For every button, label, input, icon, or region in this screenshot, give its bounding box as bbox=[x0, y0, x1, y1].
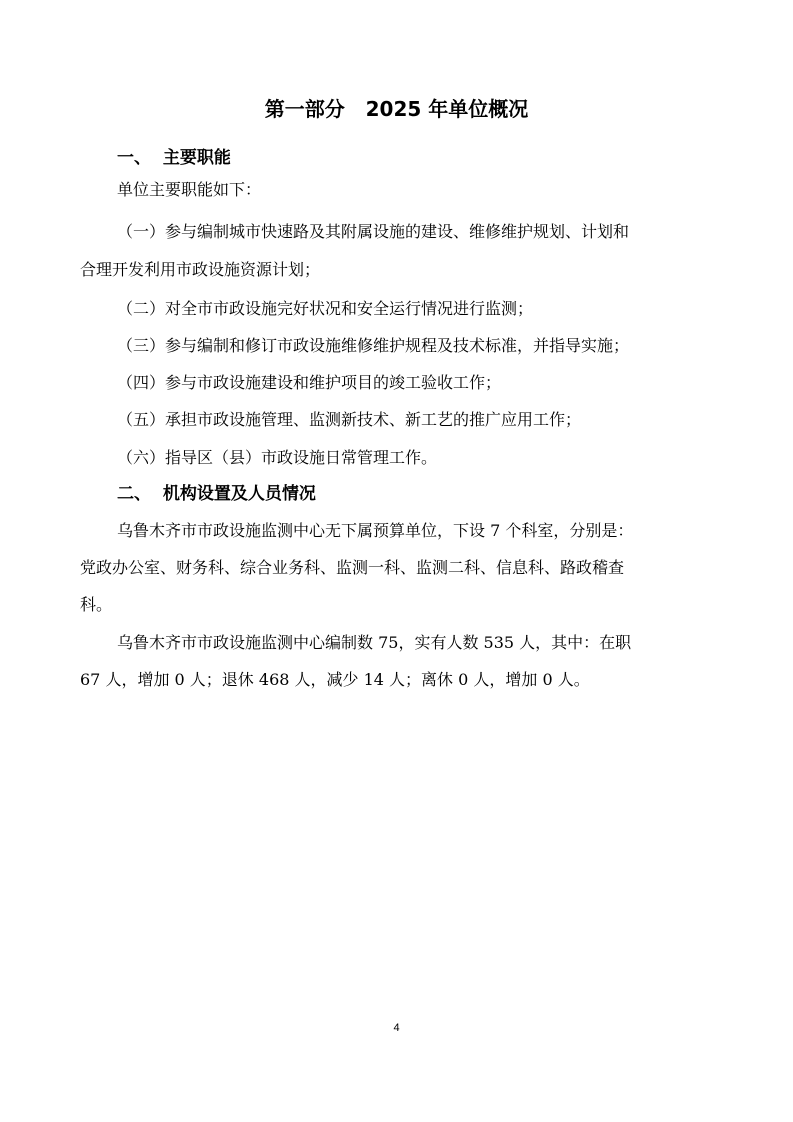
section-heading-organization: 二、 机构设置及人员情况 bbox=[117, 484, 316, 504]
staffing-paragraph-line-1: 乌鲁木齐市市政设施监测中心编制数 75，实有人数 535 人，其中：在职 bbox=[117, 633, 632, 652]
organization-paragraph-line-2: 党政办公室、财务科、综合业务科、监测一科、监测二科、信息科、路政稽查 bbox=[80, 558, 625, 577]
page-number: 4 bbox=[393, 1022, 400, 1034]
staffing-paragraph-line-2: 67 人，增加 0 人；退休 468 人，减少 14 人；离休 0 人，增加 0 人。 bbox=[80, 670, 590, 689]
function-item-6: （六）指导区（县）市政设施日常管理工作。 bbox=[117, 448, 438, 467]
functions-intro: 单位主要职能如下： bbox=[117, 180, 262, 199]
section-heading-main-functions: 一、 主要职能 bbox=[117, 148, 231, 168]
organization-paragraph-line-3: 科。 bbox=[80, 595, 113, 614]
function-item-2: （二）对全市市政设施完好状况和安全运行情况进行监测； bbox=[117, 299, 534, 318]
organization-paragraph-line-1: 乌鲁木齐市市政设施监测中心无下属预算单位，下设 7 个科室，分别是： bbox=[117, 521, 634, 540]
function-item-5: （五）承担市政设施管理、监测新技术、新工艺的推广应用工作； bbox=[117, 410, 582, 429]
function-item-1-continued: 合理开发利用市政设施资源计划； bbox=[80, 260, 321, 279]
function-item-3: （三）参与编制和修订市政设施维修维护规程及技术标准，并指导实施； bbox=[117, 336, 630, 355]
page-title: 第一部分 2025 年单位概况 bbox=[264, 97, 529, 121]
function-item-4: （四）参与市政设施建设和维护项目的竣工验收工作； bbox=[117, 373, 502, 392]
function-item-1: （一）参与编制城市快速路及其附属设施的建设、维修维护规划、计划和 bbox=[117, 222, 630, 241]
